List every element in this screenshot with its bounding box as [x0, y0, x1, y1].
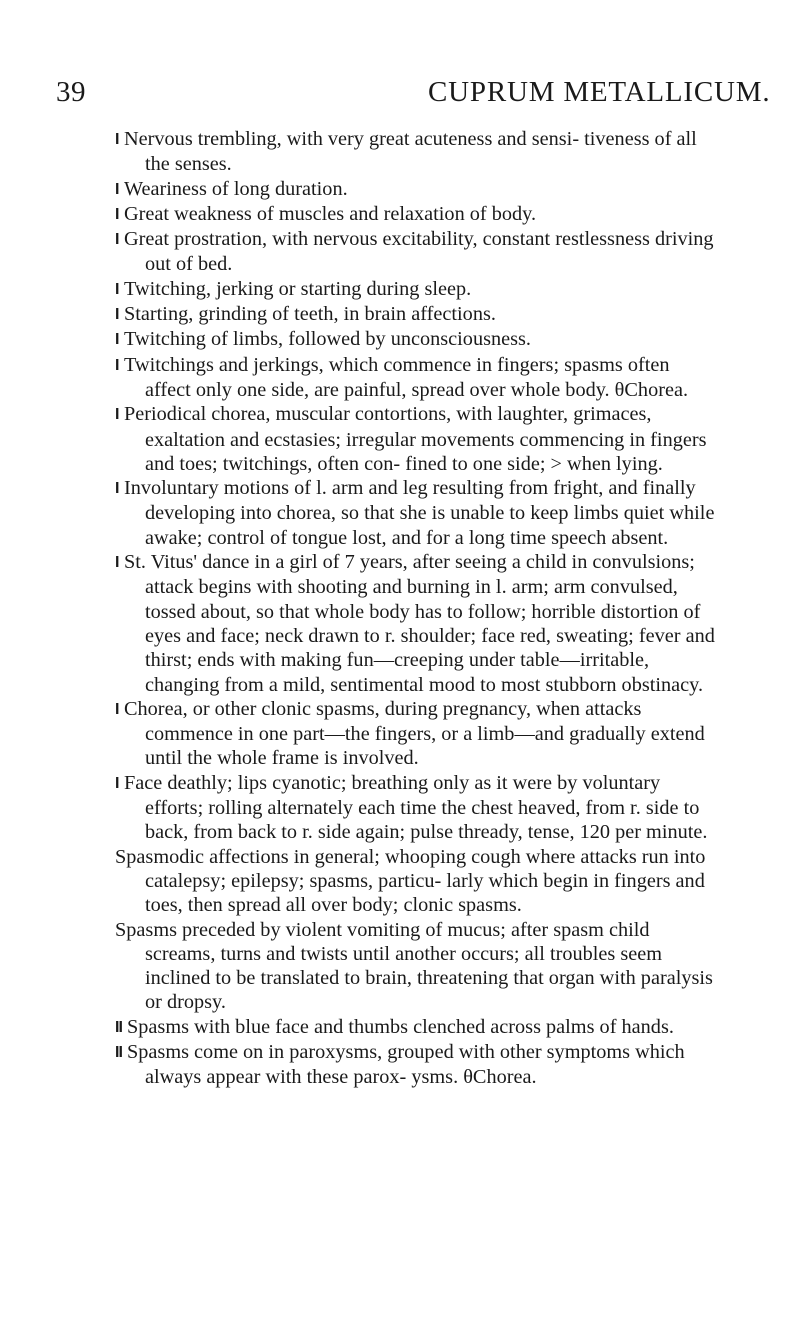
symptom-entry	[115, 353, 715, 403]
symptom-entry	[115, 202, 715, 227]
symptom-entry	[115, 697, 715, 771]
symptom-entry	[115, 277, 715, 302]
symptom-text: Great prostration, with nervous excitability, constant restlessness driving out of bed.	[124, 228, 714, 276]
page-number: 39	[56, 76, 86, 108]
symptom-text: Twitching, jerking or starting during sleep.	[124, 277, 472, 300]
symptom-text: Periodical chorea, muscular contortions, with laughter, grimaces, exaltation and ecstasies; irregular movements commencing in fingers and toes; twitchings, often con- fined to one side; > when lying.	[124, 403, 707, 475]
symptom-entry	[115, 402, 715, 476]
symptom-text: Face deathly; lips cyanotic; breathing only as it were by voluntary efforts; rolling alternately each time the chest heaved, from r. side to back, from back to r. side again; pulse thready, tense, 120 per minute.	[124, 771, 708, 844]
grade-mark: I	[115, 306, 119, 324]
symptom-text: St. Vitus' dance in a girl of 7 years, after seeing a child in convulsions; attack begins with shooting and burning in l. arm; arm convulsed, tossed about, so that whole body has to follow; horrible distortion of eyes and face; neck drawn to r. shoulder; face red, sweating; fever and thirst; ends with making fun—creeping under table—irritable, changing from a mild, sentimental mood to most stubborn obstinacy.	[124, 551, 715, 696]
symptom-entry	[115, 227, 715, 277]
running-head: CUPRUM METALLICUM.	[428, 76, 771, 108]
grade-mark: I	[115, 180, 119, 198]
grade-mark: I	[115, 356, 119, 374]
symptom-text: Chorea, or other clonic spasms, during pregnancy, when attacks commence in one part—the fingers, or a limb—and gradually extend until the whole frame is involved.	[124, 697, 705, 770]
symptom-text: Spasms come on in paroxysms, grouped with other symptoms which always appear with these parox- ysms. θChorea.	[127, 1040, 685, 1089]
symptom-text: Spasms preceded by violent vomiting of mucus; after spasm child screams, turns and twists until another occurs; all troubles seem inclined to be translated to brain, threatening that organ with paralysis or dropsy.	[115, 918, 713, 1014]
symptom-entry	[115, 1015, 715, 1040]
symptom-text: Nervous trembling, with very great acuteness and sensi- tiveness of all the senses.	[124, 128, 697, 176]
symptom-text: Twitching of limbs, followed by unconsciousness.	[124, 328, 531, 351]
symptom-text: Starting, grinding of teeth, in brain affections.	[124, 303, 496, 326]
grade-mark: I	[115, 131, 119, 148]
symptom-entry	[115, 177, 715, 202]
symptom-entry	[115, 302, 715, 327]
grade-mark: I	[115, 554, 119, 572]
symptom-entry	[115, 918, 715, 1015]
grade-mark: I	[115, 231, 119, 249]
symptom-entry	[115, 327, 715, 352]
symptom-text: Involuntary motions of l. arm and leg resulting from fright, and finally developing into chorea, so that she is unable to keep limbs quiet while awake; control of tongue lost, and for a long time speech absent.	[124, 477, 715, 549]
grade-mark: I	[115, 406, 119, 424]
symptom-entry	[115, 845, 715, 918]
symptom-text: Great weakness of muscles and relaxation of body.	[124, 202, 537, 225]
grade-mark: I	[115, 480, 119, 498]
grade-mark: I	[115, 280, 119, 298]
symptom-text: Spasmodic affections in general; whooping cough where attacks run into catalepsy; epilepsy; spasms, particu- larly which begin in fingers and toes, then spread all over body; clonic spasms.	[115, 845, 706, 917]
symptom-entry	[115, 476, 715, 550]
grade-mark: II	[115, 1043, 122, 1061]
grade-mark: I	[115, 205, 119, 223]
grade-mark: I	[115, 774, 119, 792]
symptom-entry	[115, 127, 715, 177]
symptom-text: Spasms with blue face and thumbs clenched across palms of hands.	[127, 1015, 674, 1038]
symptom-list	[115, 127, 715, 1090]
symptom-text: Twitchings and jerkings, which commence in fingers; spasms often affect only one side, are painful, spread over whole body. θChorea.	[124, 353, 689, 401]
symptom-entry	[115, 1040, 715, 1090]
symptom-entry	[115, 550, 715, 697]
grade-mark: I	[115, 331, 119, 349]
symptom-text: Weariness of long duration.	[124, 177, 348, 200]
grade-mark: II	[115, 1018, 122, 1036]
grade-mark: I	[115, 700, 119, 718]
symptom-entry	[115, 771, 715, 845]
